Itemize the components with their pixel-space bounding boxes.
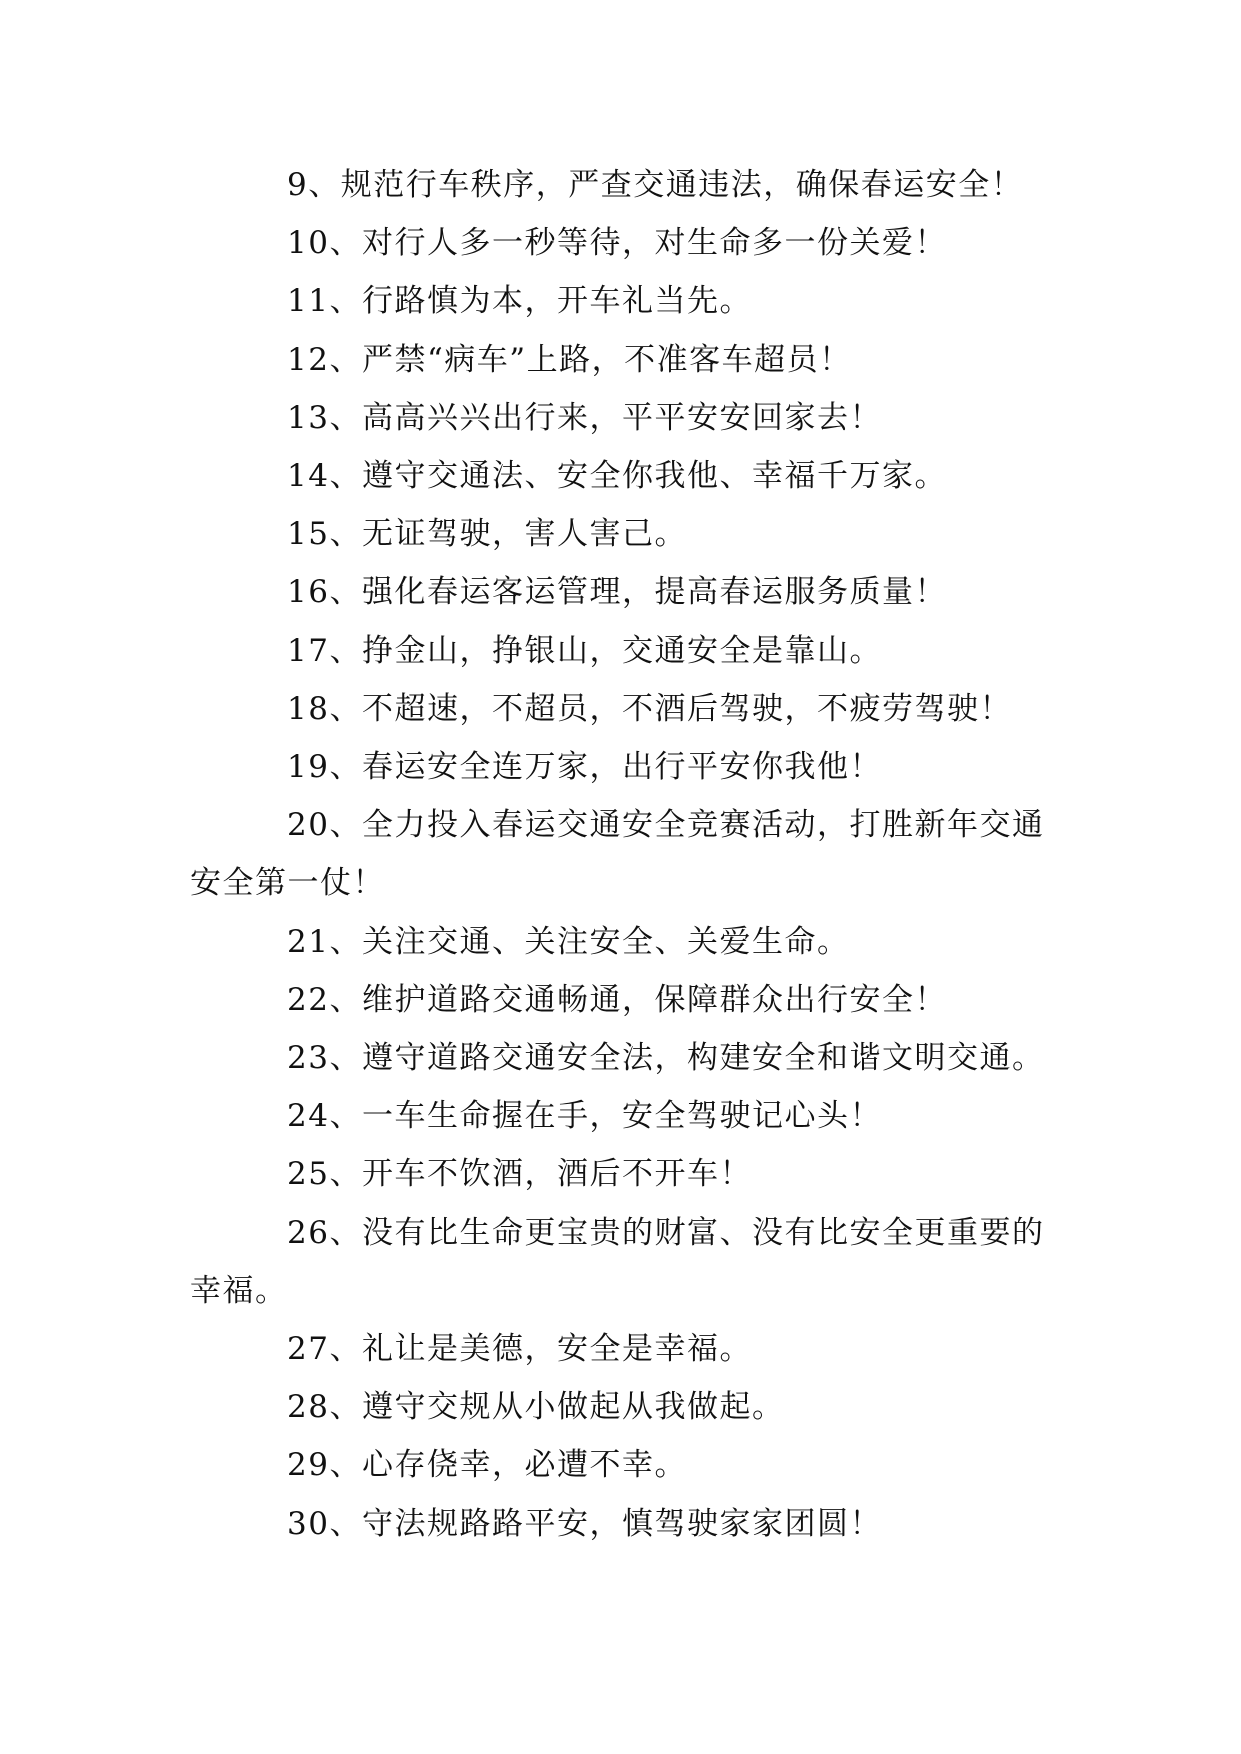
slogan-paragraph: 22、维护道路交通畅通，保障群众出行安全！ (287, 981, 947, 1018)
slogan-paragraph: 18、不超速，不超员，不酒后驾驶，不疲劳驾驶！ (287, 690, 1012, 727)
slogan-paragraph: 10、对行人多一秒等待，对生命多一份关爱！ (287, 225, 947, 262)
slogan-paragraph: 26、没有比生命更宝贵的财富、没有比安全更重要的幸福。 (190, 1214, 1045, 1309)
slogan-paragraph: 30、守法规路路平安，慎驾驶家家团圆！ (287, 1505, 882, 1542)
slogan-paragraph: 21、关注交通、关注安全、关爱生命。 (287, 923, 850, 960)
slogan-paragraph: 24、一车生命握在手，安全驾驶记心头！ (287, 1098, 882, 1135)
slogan-paragraph: 19、春运安全连万家，出行平安你我他！ (287, 749, 882, 786)
slogan-paragraph: 16、强化春运客运管理，提高春运服务质量！ (287, 574, 947, 611)
slogan-paragraph: 11、行路慎为本，开车礼当先。 (287, 283, 752, 320)
slogan-paragraph: 29、心存侥幸，必遭不幸。 (287, 1447, 687, 1484)
slogan-paragraph: 28、遵守交规从小做起从我做起。 (287, 1389, 785, 1426)
slogan-paragraph: 27、礼让是美德，安全是幸福。 (287, 1331, 752, 1368)
slogan-paragraph: 23、遵守道路交通安全法，构建安全和谐文明交通。 (287, 1040, 1045, 1077)
slogan-paragraph: 9、规范行车秩序，严查交通违法，确保春运安全！ (287, 167, 1024, 203)
slogan-paragraph: 15、无证驾驶，害人害己。 (287, 516, 687, 553)
document-body (190, 156, 1060, 1553)
slogan-paragraph: 20、全力投入春运交通安全竞赛活动，打胜新年交通安全第一仗！ (190, 807, 1045, 902)
slogan-paragraph: 12、严禁“病车”上路，不准客车超员！ (287, 341, 852, 378)
slogan-paragraph: 13、高高兴兴出行来，平平安安回家去！ (287, 399, 882, 436)
slogan-paragraph: 25、开车不饮酒，酒后不开车！ (287, 1156, 752, 1193)
slogan-paragraph: 14、遵守交通法、安全你我他、幸福千万家。 (287, 458, 947, 495)
slogan-paragraph: 17、挣金山，挣银山，交通安全是靠山。 (287, 632, 882, 669)
